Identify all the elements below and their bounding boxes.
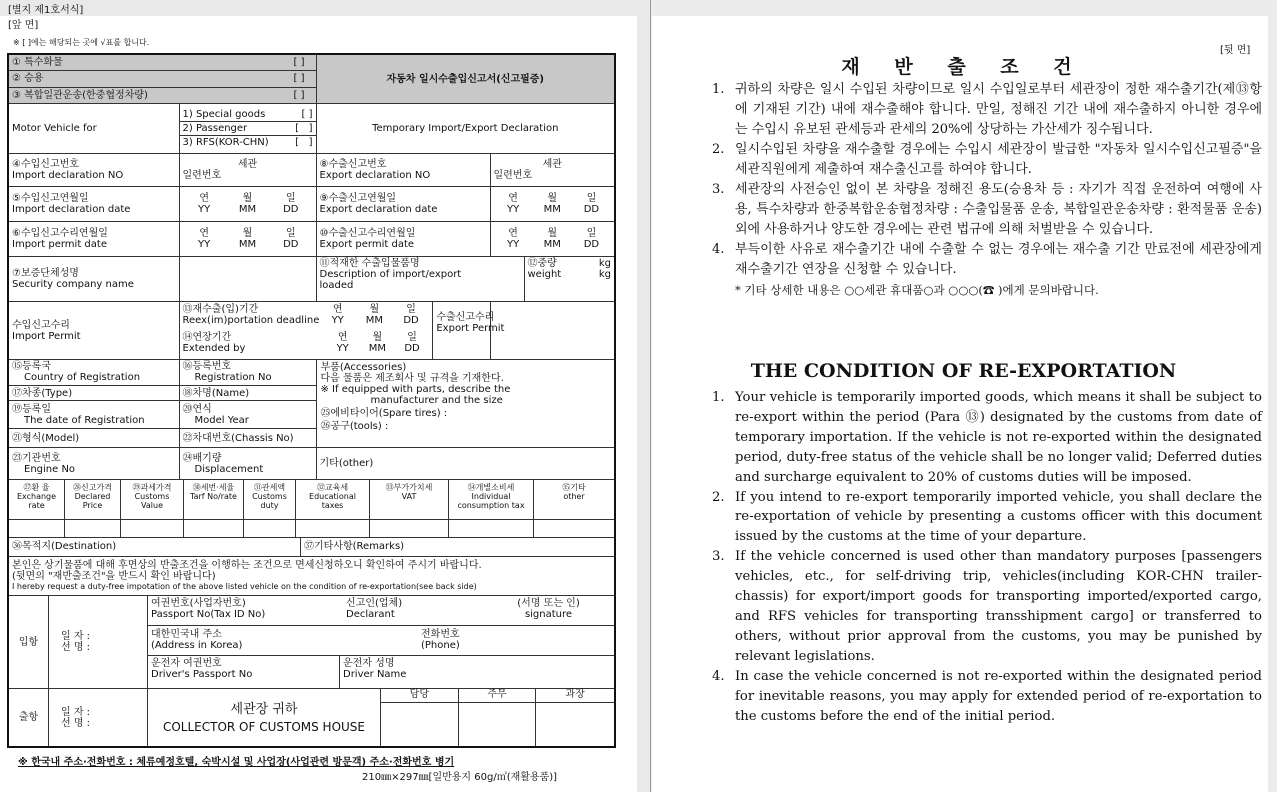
entry-label: 입항 [9, 596, 49, 688]
category-special-goods[interactable]: ① 특수화물 [ ] [8, 54, 316, 71]
condition-ko-2: 2. 일시수입된 차량을 재수출할 경우에는 수입시 세관장이 발급한 "자동차 일시수입신고필증"을 세관직원에게 제출하여 재수출신고를 하여야 합니다. [712, 142, 1262, 177]
field-export-declaration-no[interactable]: 세관 일련번호 [490, 153, 615, 186]
condition-ko-1: 1. 귀하의 차량은 일시 수입된 차량이므로 일시 수입일로부터 세관장이 정한 재수출기간(제⑬항에 기재된 기간) 내에 재수출해야 합니다. 만일, 정해진 기간 내에 재수출하지 아니한 경우에는 수입시 유보된 관세등과 관세의 20%에 상당하는 가산세가 징수됩니다. [712, 82, 1262, 137]
conditions-title-en: THE CONDITION OF RE-EXPORTATION [750, 360, 1177, 382]
form-title-en-right: Temporary Import/Export Declaration [316, 104, 615, 154]
tax-header-customs-value: ㉙과세가격 Customs Value [121, 480, 184, 518]
front-side-label: [앞 면] [8, 20, 39, 31]
field-remarks[interactable]: ㊲기타사항(Remarks) [304, 541, 405, 553]
collector-address: 세관장 귀하 COLLECTOR OF CUSTOMS HOUSE [148, 689, 381, 746]
check-instruction: ※ [ ]에는 해당되는 곳에 √표를 합니다. [13, 38, 150, 47]
condition-en-2: 2. If you intend to re-export temporarily imported vehicle, you shall declare the re-exportation of vehicle by presenting a customs officer with this document issued by the customs at the time of your departure. [712, 489, 1262, 545]
field-other[interactable]: 기타(other) [316, 448, 615, 480]
field-export-declaration-date-label: ⑨수출신고연월일 Export declaration date [316, 187, 490, 222]
tax-table [8, 480, 615, 519]
category-passenger[interactable]: ② 승용 [ ] [8, 71, 316, 88]
field-import-declaration-date-label: ⑤수입신고연월일 Import declaration date [8, 187, 179, 222]
approval-manager-box[interactable] [536, 703, 614, 746]
field-export-permit[interactable] [490, 302, 615, 360]
request-statement: 본인은 상기물품에 대해 후면상의 반출조건을 이행하는 조건으로 면세신청하오니 확인하여 주시기 바랍니다. (뒷면의 "재반출조건"을 반드시 확인 바랍니다) I hereby request a duty-free impotation of the above listed vehicle on the condition of re-exportation(see back side) [8, 556, 615, 595]
exit-date-vessel[interactable]: 일 자 : 선 명 : [49, 689, 148, 746]
category-rfs[interactable]: ③ 복합일관운송(한중협정차량) [ ] [8, 87, 316, 104]
field-passport-no[interactable]: 여권번호(사업자번호) Passport No(Tax ID No) [151, 598, 266, 621]
field-security-company[interactable] [179, 257, 316, 302]
field-accessories[interactable]: 부품(Accessories) 다음 물품은 제조회사 및 규격을 기재한다. ※ If equipped with parts, describe the manufacturer and the size ㉕에비타이어(Spare tires) : ㉖공구(tools) : [316, 360, 615, 448]
field-export-declaration-date[interactable]: 연 월 일 YY MM DD [490, 187, 615, 222]
field-engine-no[interactable]: ㉓기관번호 Engine No [8, 448, 179, 480]
field-address-korea[interactable]: 대한민국내 주소 (Address in Korea) [151, 629, 243, 652]
conditions-list-ko [712, 80, 1262, 300]
field-driver-passport[interactable]: 운전자 여권번호 Driver's Passport No [148, 656, 340, 688]
field-signature[interactable]: (서명 또는 인) signature [517, 598, 580, 621]
field-registration-date[interactable]: ⑲등록일 The date of Registration [8, 401, 179, 429]
field-import-declaration-date[interactable]: 연 월 일 YY MM DD [179, 187, 316, 222]
field-security-company-label: ⑦보증단체성명 Security company name [8, 257, 179, 302]
field-import-declaration-no[interactable]: 세관 일련번호 [179, 153, 316, 186]
field-registration-no[interactable]: ⑯등록번호 Registration No [179, 360, 316, 386]
footnote: ※ 한국내 주소·전화번호 : 체류예정호텔, 숙박시설 및 사업장(사업관련 방문객) 주소·전화번호 병기 [18, 757, 455, 768]
field-import-permit-date-label: ⑥수입신고수리연월일 Import permit date [8, 222, 179, 257]
back-side-label: [뒷 면] [1220, 45, 1251, 56]
approval-manager: 과장 [536, 689, 614, 703]
condition-ko-4: 4. 부득이한 사유로 재수출기간 내에 수출할 수 없는 경우에는 재수출 기간 만료전에 세관장에게 재수출기간 연장을 신청할 수 있습니다. [712, 242, 1262, 277]
field-destination[interactable]: ㊱목적지(Destination) [9, 538, 301, 556]
approval-chief: 주무 [459, 689, 537, 703]
field-country-of-registration[interactable]: ⑮등록국 Country of Registration [8, 360, 179, 386]
tax-header-customs-duty: ㉛관세액 Customs duty [244, 480, 296, 518]
field-driver-name[interactable]: 운전자 성명 Driver Name [343, 658, 407, 681]
field-model-year[interactable]: ⑳연식 Model Year [179, 401, 316, 429]
field-declarant[interactable]: 신고인(업체) Declarant [346, 598, 403, 621]
field-export-permit-date-label: ⑩수출신고수리연월일 Export permit date [316, 222, 490, 257]
category-en-options[interactable]: 1) Special goods [ ] 2) Passenger [ ] 3) RFS(KOR-CHN) [ ] [179, 104, 316, 154]
destination-remarks-row[interactable] [8, 538, 615, 557]
condition-ko-3: 3. 세관장의 사전승인 없이 본 차량을 정해진 용도(승용차 등 : 자기가 직접 운전하여 여행에 사용, 특수차량과 한중복합운송협정차량 : 수출입물품 운송, 복합일관운송차량 : 환적물품 운송)외에 사용하거나 양도한 경우에는 관련 법규에 의해 처벌받을 수 있습니다. [712, 182, 1262, 237]
declaration-form [7, 53, 616, 748]
tax-header-vat: ㉝부가가치세 VAT [370, 480, 449, 518]
tax-header-tariff: ㉚세번·세율 Tarf No/rate [184, 480, 244, 518]
conditions-title-ko: 재 반 출 조 건 [841, 56, 1086, 78]
entry-section[interactable] [8, 596, 615, 689]
form-number: [별지 제1호서식] [8, 5, 84, 16]
tax-values-row[interactable] [8, 519, 615, 538]
exit-section[interactable] [8, 689, 615, 747]
tax-header-declared-price: ㉘신고가격 Declared Price [65, 480, 121, 518]
field-type[interactable]: ⑰차종(Type) [8, 385, 179, 401]
field-displacement[interactable]: ㉔배기량 Displacement [179, 448, 316, 480]
approval-officer: 담당 [381, 689, 459, 703]
approval-chief-box[interactable] [459, 703, 537, 746]
field-phone[interactable]: 전화번호 (Phone) [421, 629, 460, 652]
tax-header-exchange-rate: ㉗환 율 Exchange rate [9, 480, 65, 518]
field-goods-and-weight[interactable]: ⑪적재한 수출입물품명 Description of import/export loaded ⑫중량 weight kg kg [316, 257, 615, 302]
entry-date-vessel[interactable]: 일 자 : 선 명 : [49, 596, 148, 688]
field-import-declaration-no-label: ④수입신고번호 Import declaration NO [8, 153, 179, 186]
tax-header-other: ㉟기타 other [562, 483, 586, 502]
approval-officer-box[interactable] [381, 703, 459, 746]
field-chassis-no[interactable]: ㉒차대번호(Chassis No) [179, 429, 316, 448]
field-export-permit-date[interactable]: 연 월 일 YY MM DD [490, 222, 615, 257]
field-import-permit-label: 수입신고수리 Import Permit [8, 302, 179, 360]
condition-en-3: 3. If the vehicle concerned is used other than mandatory purposes [passengers vehicles, etc., for self-driving trip, vehicles(including KOR-CHN trailer-chassis) for export/import goods for transporting imported/exported cargo, and RFS vehicles for transporting transshipment cargo] or transferred to others, without prior approval from the customs, you may be punished by relevant legislations. [712, 549, 1262, 664]
condition-en-1: 1. Your vehicle is temporarily imported goods, which means it shall be subject to re-export within the period (Para ⑬) designated by the customs from date of temporary importation. If the vehicle is not re-exported within the designated period, duty-free status of the vehicle shall be no longer valid; Deferred duties and surcharge equivalent to 20% of customs duties will be imposed. [712, 390, 1262, 485]
exit-label: 출항 [9, 689, 49, 746]
field-model[interactable]: ㉑형식(Model) [8, 429, 179, 448]
conditions-list-en [712, 388, 1262, 726]
contact-note: * 기타 상세한 내용은 ○○세관 휴대품○과 ○○○(☎ )에게 문의바랍니다. [735, 283, 1099, 297]
field-import-permit-date[interactable]: 연 월 일 YY MM DD [179, 222, 316, 257]
form-title-en-left: Motor Vehicle for [8, 104, 179, 154]
tax-header-education-tax: ㉜교육세 Educational taxes [296, 480, 370, 518]
paper-spec: 210㎜×297㎜[일반용지 60g/㎡(재활용품)] [362, 772, 558, 783]
field-name[interactable]: ⑱차명(Name) [179, 385, 316, 401]
condition-en-4: 4. In case the vehicle concerned is not re-exported within the designated period for inevitable reasons, you may apply for extended period of re-exportation to the customs before the end of the initial period. [712, 668, 1262, 724]
field-export-declaration-no-label: ⑧수출신고번호 Export declaration NO [316, 153, 490, 186]
tax-header-consumption-tax: ㉞개별소비세 Individual consumption tax [449, 480, 534, 518]
field-reexport-deadline[interactable]: ⑬재수출(입)기간 연 월 일 Reex(im)portation deadline YY MM DD ⑭연장기간 연 월 일 Extended by YY MM DD 수출신고수리 Export Permit [179, 302, 490, 360]
form-title-ko: 자동차 일시수출입신고서(신고필증) [316, 54, 615, 104]
